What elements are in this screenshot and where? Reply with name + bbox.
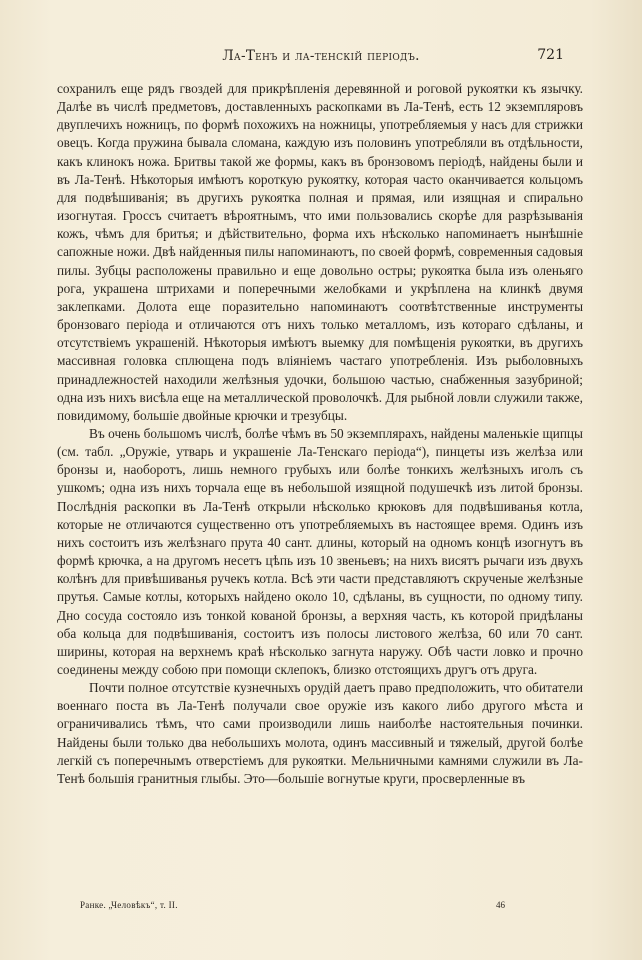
page-header	[0, 44, 642, 74]
page-number: 721	[537, 47, 564, 63]
footer-source: Ранке. „Человѣкъ“, т. II.	[80, 900, 178, 910]
paragraph-1: сохранилъ еще рядъ гвоздей для прикрѣпленія деревянной и роговой рукоятки къ язычку. Далѣе въ числѣ предметовъ, доставленныхъ раскопками въ Ла-Тенѣ, есть 12 экземпляровъ двуплечихъ ножницъ, по формѣ похожихъ на ножницы, употребляемыя у насъ для стрижки овецъ. Когда пружина бывала сломана, каждую изъ половинъ употребляли въ отдѣльности, какъ клинокъ ножа. Бритвы такой же формы, какъ въ бронзовомъ періодѣ, найдены были и въ Ла-Тенѣ. Нѣкоторыя имѣютъ короткую рукоятку, которая часто оканчивается кольцомъ для подвѣшиванія; въ другихъ рукоятка полная и прямая, или изящная и спирально изогнутая. Гроссъ считаетъ вѣроятнымъ, что ими пользовались скорѣе для разрѣзыванія кожъ, чѣмъ для бритья; и дѣйствительно, форма ихъ нѣсколько напоминаетъ нынѣшніе сапожные ножи. Двѣ найденныя пилы напоминаютъ, по своей формѣ, современныя садовыя пилы. Зубцы расположены правильно и еще довольно остры; рукоятка была изъ оленьяго рога, украшена штрихами и поперечными желобками и укрѣплена на клинкѣ двумя заклепками. Долота еще поразительно напоминаютъ соотвѣтственные инструменты бронзоваго періода и отличаются отъ нихъ только металломъ, изъ котораго сдѣланы, и отсутствіемъ украшеній. Нѣкоторыя имѣютъ выемку для помѣщенія рукоятки, въ другихъ массивная головка сплющена подъ вліяніемъ частаго употребленія. Изъ рыболовныхъ принадлежностей находили желѣзныя удочки, большою частью, снабженныя зазубриной; одна изъ нихъ висѣла еще на металлической проволочкѣ. Для рыбной ловли служили также, повидимому, большіе двойные крючки и трезубцы.	[57, 81, 583, 423]
signature-mark: 46	[496, 900, 505, 910]
running-title: Ла-Тенъ и ла-тенскій періодъ.	[222, 48, 420, 64]
body-text	[57, 80, 583, 788]
page-footer	[0, 900, 642, 916]
paragraph-3: Почти полное отсутствіе кузнечныхъ орудій даетъ право предположить, что обитатели военнаго поста въ Ла-Тенѣ получали свое оружіе изъ какого либо другого мѣста и ограничивались тѣмъ, что сами производили лишь наиболѣе настоятельныя починки. Найдены были только два небольшихъ молота, одинъ массивный и тяжелый, другой болѣе легкій съ поперечнымъ отверстіемъ для рукоятки. Мельничными камнями служили въ Ла-Тенѣ большія гранитныя глыбы. Это—большіе вогнутые круги, просверленные въ	[57, 680, 583, 786]
paragraph-2: Въ очень большомъ числѣ, болѣе чѣмъ въ 50 экземплярахъ, найдены маленькіе щипцы (см. табл. „Оружіе, утварь и украшеніе Ла-Тенскаго періода“), пинцеты изъ желѣза или бронзы и, наоборотъ, лишь немного грубыхъ или болѣе тонкихъ желѣзныхъ иголъ съ ушкомъ; одна изъ нихъ торчала еще въ небольшой изящной подушечкѣ изъ литой бронзы. Послѣднія раскопки въ Ла-Тенѣ открыли нѣсколько крюковъ для подвѣшиванья котла, которые не отличаются существенно отъ употребляемыхъ въ настоящее время. Одинъ изъ нихъ состоитъ изъ желѣзнаго прута 40 сант. длины, который на одномъ концѣ изогнутъ въ формѣ крючка, а на другомъ несетъ цѣпь изъ 10 звеньевъ; на нихъ висятъ рычаги изъ двухъ колѣнъ для привѣшиванья ручекъ котла. Всѣ эти части представляютъ скрученые желѣзные прутья. Самые котлы, которыхъ найдено около 10, сдѣланы, въ сущности, по одному типу. Дно сосуда состояло изъ тонкой кованой бронзы, а верхняя часть, къ которой придѣланы оба кольца для подвѣшиванія, состоитъ изъ полосы листового желѣза, 60 или 70 сант. ширины, которая на верхнемъ краѣ нѣсколько загнута наружу. Обѣ части ловко и прочно соединены между собою при помощи склепокъ, близко отстоящихъ другъ отъ друга.	[57, 425, 583, 677]
